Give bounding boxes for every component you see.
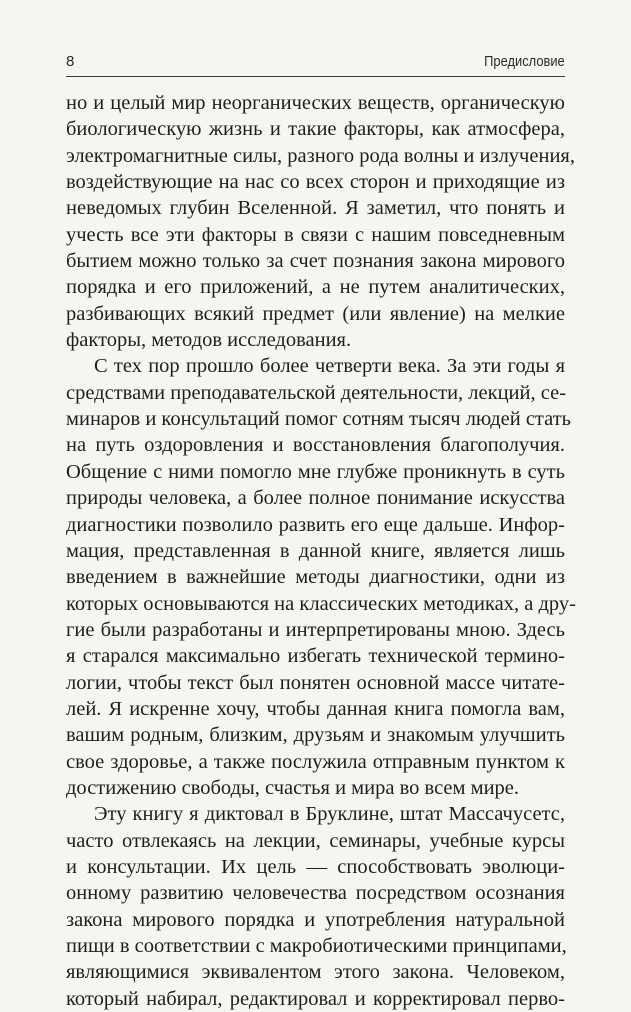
text-line: который набирал, редактировал и корректировал перво- [66, 987, 565, 1010]
text-line: неведомых глубин Вселенной. Я заметил, что понять и [66, 197, 565, 220]
text-line: факторы, методов исследования. [66, 329, 352, 352]
text-line: лей. Я искренне хочу, чтобы данная книга помогла вам, [66, 697, 565, 720]
text-line: биологическую жизнь и такие факторы, как атмосфера, [66, 118, 565, 141]
text-line: вашим родным, близким, друзьям и знакомым улучшить [66, 724, 565, 747]
header-rule [66, 76, 565, 77]
text-line: достижению свободы, счастья и мира во всем мире. [66, 776, 520, 799]
running-head [66, 50, 565, 74]
text-line: минаров и консультаций помог сотням тысяч людей стать [66, 408, 572, 431]
text-line: закона мирового порядка и употребления натуральной [66, 908, 565, 931]
paragraph [66, 801, 565, 1012]
text-line: введением в важнейшие методы диагностики, одни из [66, 566, 565, 589]
text-line: являющимися эквивалентом этого закона. Человеком, [66, 961, 565, 984]
text-line: часто отвлекаясь на лекции, семинары, учебные курсы [66, 829, 565, 852]
text-line: бытием можно только за счет познания закона мирового [66, 250, 565, 273]
text-line: на путь оздоровления и восстановления благополучия. [66, 434, 565, 457]
text-line: онному развитию человечества посредством осознания [66, 882, 565, 905]
page-number: 8 [66, 53, 75, 70]
text-line: пищи в соответствии с макробиотическими принципами, [66, 935, 567, 957]
text-line: логии, чтобы текст был понятен основной массе читате- [66, 671, 565, 694]
text-line: мация, представленная в данной книге, является лишь [66, 539, 565, 562]
section-title: Предисловие [484, 53, 565, 70]
text-line: средствами преподавательской деятельности, лекций, се- [66, 381, 567, 404]
body-text [66, 90, 576, 1012]
paragraph [66, 353, 576, 801]
text-line: электромагнитные силы, разного рода волны и излучения, [66, 144, 575, 167]
text-line: С тех пор прошло более четверти века. За эти годы я [94, 355, 565, 378]
text-line: свое здоровье, а также послужила отправным пунктом к [66, 750, 565, 773]
text-line: и консультации. Их цель — способствовать эволюци- [66, 855, 565, 878]
text-line: Эту книгу я диктовал в Бруклине, штат Массачусетс, [94, 803, 565, 826]
text-line: Общение с ними помогло мне глубже проникнуть в суть [66, 460, 565, 483]
text-line: учесть все эти факторы в связи с нашим повседневным [66, 223, 565, 246]
text-line: разбивающих всякий предмет (или явление) на мелкие [66, 302, 565, 325]
text-line: воздействующие на нас со всех сторон и приходящие из [66, 171, 565, 194]
text-line: которых основываются на классических методиках, а дру- [66, 592, 576, 615]
text-line: я старался максимально избегать технической термино- [66, 645, 565, 668]
text-line: природы человека, а более полное понимание искусства [66, 487, 565, 510]
text-line: гие были разработаны и интерпретированы мною. Здесь [66, 618, 565, 641]
text-line: но и целый мир неорганических веществ, органическую [66, 92, 565, 114]
text-line: диагностики позволило развить его еще дальше. Инфор- [66, 513, 565, 536]
text-line: порядка и его приложений, а не путем аналитических, [66, 276, 565, 299]
paragraph [66, 90, 575, 353]
